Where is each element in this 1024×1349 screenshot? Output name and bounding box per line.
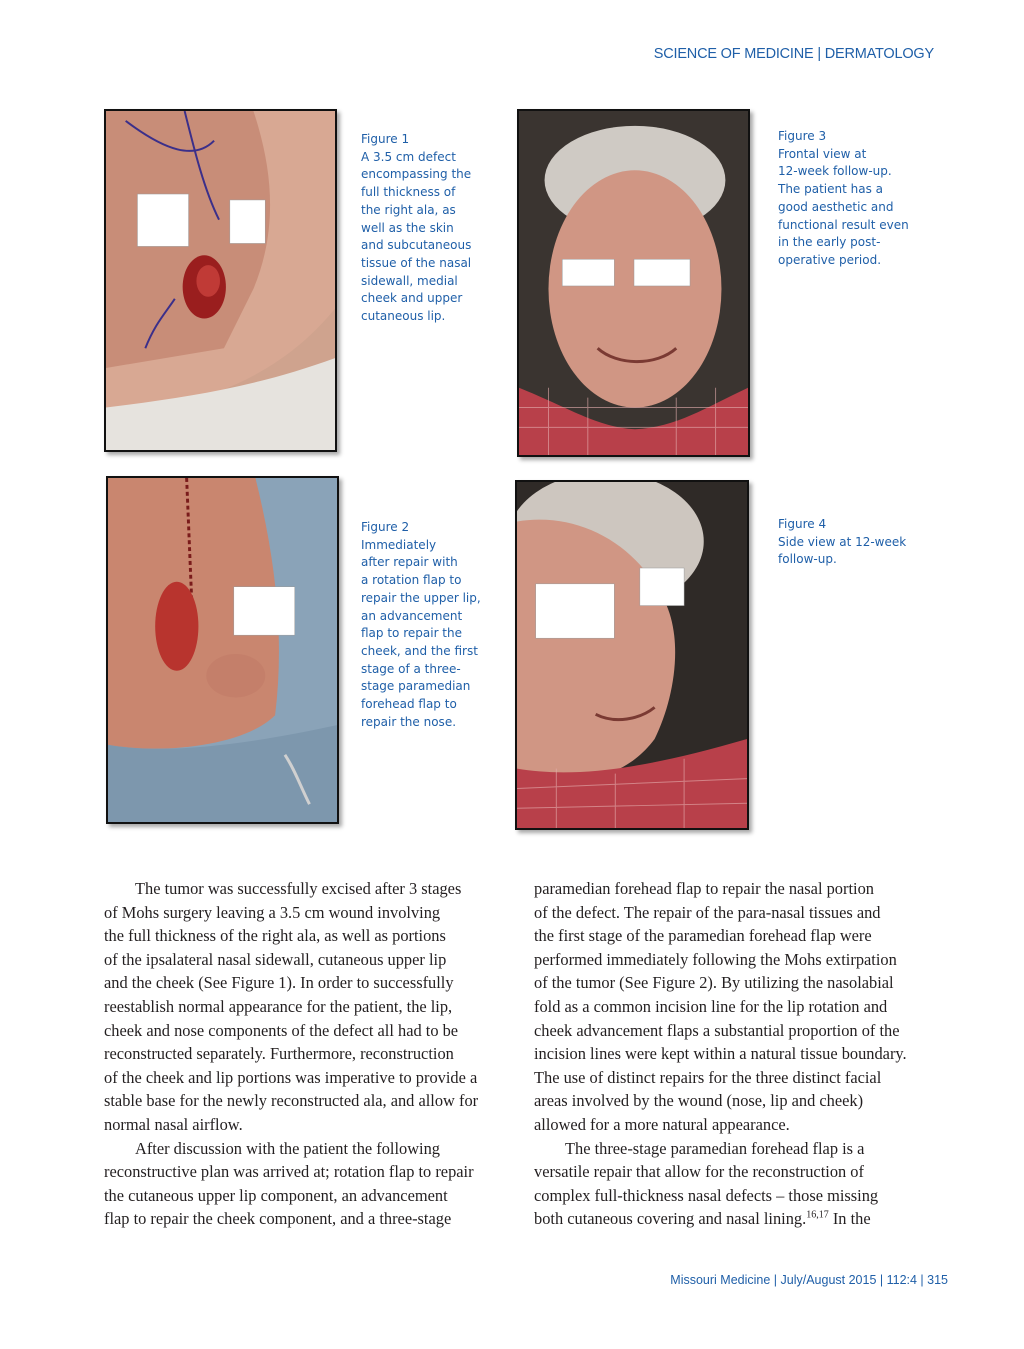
caption-line: cheek, and the first: [361, 643, 478, 658]
body-line: the first stage of the paramedian forehead flap were: [534, 926, 872, 946]
caption-line: tissue of the nasal: [361, 255, 472, 270]
body-line: of the defect. The repair of the para-nasal tissues and: [534, 902, 881, 922]
body-line: flap to repair the cheek component, and a three-stage: [104, 1209, 452, 1229]
caption-line: forehead flap to: [361, 697, 457, 712]
caption-line: Immediately: [361, 537, 437, 552]
caption-title: Figure 3: [778, 129, 827, 143]
body-line: of the ipsalateral nasal sidewall, cutaneous upper lip: [104, 949, 447, 969]
caption-line: in the early post-: [778, 235, 881, 250]
caption-line: full thickness of: [361, 185, 456, 200]
body-line: The tumor was successfully excised after 3 stages: [135, 879, 462, 898]
caption-line: Frontal view at: [778, 146, 867, 161]
body-line-text: In the: [832, 1209, 871, 1229]
body-line: fold as a common incision line for the lip rotation and: [534, 996, 888, 1016]
caption-line: cutaneous lip.: [361, 309, 446, 324]
caption-line: after repair with: [361, 555, 458, 570]
caption-line: and subcutaneous: [361, 238, 472, 253]
caption-line: encompassing the: [361, 167, 472, 182]
body-line: The use of distinct repairs for the three distinct facial: [534, 1067, 882, 1087]
caption-line: a rotation flap to: [361, 573, 462, 588]
figure-1-photo: [104, 109, 337, 452]
figure-3-photo: [517, 109, 750, 457]
caption-line: The patient has a: [778, 182, 884, 197]
caption-line: an advancement: [361, 608, 463, 623]
caption-line: the right ala, as: [361, 202, 456, 217]
body-line-text: both cutaneous covering and nasal lining.: [534, 1209, 807, 1229]
caption-line: A 3.5 cm defect: [361, 149, 456, 164]
caption-line: 12-week follow-up.: [778, 164, 892, 179]
body-line: reconstructed separately. Furthermore, reconstruction: [104, 1044, 454, 1064]
caption-line: repair the nose.: [361, 714, 457, 729]
caption-title: Figure 2: [361, 520, 410, 534]
running-header: SCIENCE OF MEDICINE | DERMATOLOGY: [653, 46, 934, 62]
body-line: cheek and nose components of the defect all had to be: [104, 1020, 459, 1040]
caption-line: sidewall, medial: [361, 273, 458, 288]
caption-line: stage paramedian: [361, 679, 471, 694]
figure-3-caption: [778, 128, 909, 270]
figure-2-caption: [361, 519, 481, 731]
figure-4-caption: [778, 516, 906, 569]
body-line: areas involved by the wound (nose, lip and cheek): [534, 1091, 864, 1111]
body-line: of the tumor (See Figure 2). By utilizing the nasolabial: [534, 973, 894, 993]
caption-title: Figure 1: [361, 132, 410, 146]
caption-line: follow-up.: [778, 552, 837, 567]
body-line: complex full-thickness nasal defects – those missing: [534, 1185, 879, 1205]
body-line: normal nasal airflow.: [104, 1114, 243, 1134]
figure-1-caption: [361, 131, 471, 326]
caption-line: good aesthetic and: [778, 199, 894, 214]
body-line: After discussion with the patient the following: [135, 1138, 440, 1158]
body-line: reconstructive plan was arrived at; rotation flap to repair: [104, 1162, 474, 1182]
body-line: allowed for a more natural appearance.: [534, 1114, 790, 1134]
caption-line: cheek and upper: [361, 291, 463, 306]
figure-2-photo: [106, 476, 339, 824]
body-line: of Mohs surgery leaving a 3.5 cm wound involving: [104, 902, 441, 922]
body-column-left: [104, 877, 478, 1231]
body-line: cheek advancement flaps a substantial proportion of the: [534, 1020, 900, 1040]
caption-line: operative period.: [778, 252, 882, 267]
caption-line: functional result even: [778, 217, 909, 232]
caption-line: stage of a three-: [361, 661, 461, 676]
body-line: of the cheek and lip portions was imperative to provide a: [104, 1067, 478, 1087]
page-footer: Missouri Medicine | July/August 2015 | 112:4 | 315: [670, 1273, 948, 1287]
caption-line: flap to repair the: [361, 626, 463, 641]
body-line: reestablish normal appearance for the patient, the lip,: [104, 996, 453, 1016]
body-line: versatile repair that allow for the reconstruction of: [534, 1162, 864, 1182]
body-line: and the cheek (See Figure 1). In order to successfully: [104, 973, 454, 993]
body-line: paramedian forehead flap to repair the nasal portion: [534, 879, 874, 898]
caption-line: repair the upper lip,: [361, 590, 481, 605]
body-line: performed immediately following the Mohs extirpation: [534, 949, 897, 969]
body-column-right: [534, 877, 907, 1231]
body-line: stable base for the newly reconstructed ala, and allow for: [104, 1091, 479, 1111]
body-line: the cutaneous upper lip component, an advancement: [104, 1185, 448, 1205]
body-line: The three-stage paramedian forehead flap is a: [565, 1138, 865, 1158]
caption-line: well as the skin: [361, 220, 454, 235]
figure-4-photo: [515, 480, 749, 830]
body-line-with-citation: [534, 1207, 907, 1231]
body-line: incision lines were kept within a natural tissue boundary.: [534, 1044, 907, 1064]
caption-line: Side view at 12-week: [778, 534, 907, 549]
citation-superscript: 16,17: [806, 1209, 829, 1221]
caption-title: Figure 4: [778, 517, 827, 531]
body-line: the full thickness of the right ala, as well as portions: [104, 926, 446, 946]
